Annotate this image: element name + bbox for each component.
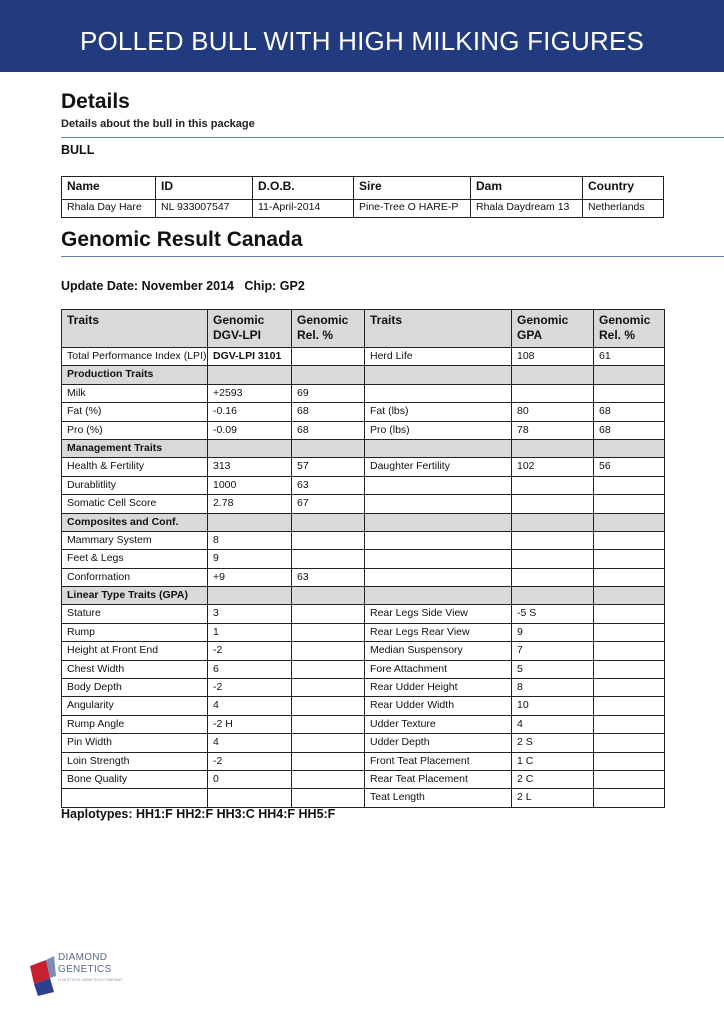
logo-text: DIAMOND (58, 952, 108, 963)
table-cell: 108 (512, 348, 594, 366)
table-row (62, 734, 665, 752)
table-row (62, 789, 665, 807)
table-cell (292, 513, 365, 531)
table-cell: 3 (208, 605, 292, 623)
table-cell (594, 531, 665, 549)
table-cell (365, 439, 512, 457)
table-cell: Rear Legs Side View (365, 605, 512, 623)
table-cell (594, 752, 665, 770)
bull-label: BULL (61, 143, 95, 157)
table-cell: +9 (208, 568, 292, 586)
table-cell: 63 (292, 476, 365, 494)
table-cell: 6 (208, 660, 292, 678)
table-row (62, 660, 665, 678)
table-cell (208, 366, 292, 384)
table-cell (594, 476, 665, 494)
table-cell: 68 (292, 403, 365, 421)
table-row (62, 531, 665, 549)
table-cell: Feet & Legs (62, 550, 208, 568)
table-cell: Front Teat Placement (365, 752, 512, 770)
table-cell (594, 513, 665, 531)
table-cell: Health & Fertility (62, 458, 208, 476)
table-cell: 0 (208, 770, 292, 788)
column-header: Dam (471, 177, 583, 200)
table-row (62, 605, 665, 623)
table-cell (594, 366, 665, 384)
table-cell (594, 384, 665, 402)
table-cell: 67 (292, 495, 365, 513)
table-cell (365, 476, 512, 494)
table-cell: Daughter Fertility (365, 458, 512, 476)
table-cell: 68 (594, 403, 665, 421)
table-cell (292, 366, 365, 384)
table-cell: Body Depth (62, 679, 208, 697)
table-cell: Total Performance Index (LPI) (62, 348, 208, 366)
table-cell: +2593 (208, 384, 292, 402)
table-cell (594, 587, 665, 605)
table-cell: 102 (512, 458, 594, 476)
table-row (62, 403, 665, 421)
table-cell (594, 660, 665, 678)
table-cell: Rump Angle (62, 715, 208, 733)
column-header-gpa: Genomic GPA (512, 310, 594, 348)
table-header-row (62, 310, 665, 348)
table-cell: Fore Attachment (365, 660, 512, 678)
title-banner (0, 0, 724, 72)
table-cell: 4 (208, 734, 292, 752)
table-cell (292, 789, 365, 807)
genomic-heading: Genomic Result Canada (61, 228, 303, 251)
table-row (62, 200, 664, 218)
table-row (62, 421, 665, 439)
table-cell: 80 (512, 403, 594, 421)
column-header-dgv: Genomic DGV-LPI (208, 310, 292, 348)
table-cell: Rump (62, 623, 208, 641)
table-cell: 313 (208, 458, 292, 476)
page-title: POLLED BULL WITH HIGH MILKING FIGURES (79, 26, 645, 56)
table-cell: 61 (594, 348, 665, 366)
table-cell: 57 (292, 458, 365, 476)
table-cell (292, 605, 365, 623)
table-cell (292, 531, 365, 549)
table-cell: Teat Length (365, 789, 512, 807)
genomic-table-body (62, 348, 665, 808)
table-cell (365, 495, 512, 513)
table-cell (594, 770, 665, 788)
table-cell: Median Suspensory (365, 642, 512, 660)
table-row (62, 476, 665, 494)
column-header: Name (62, 177, 156, 200)
table-cell: Somatic Cell Score (62, 495, 208, 513)
table-cell (512, 550, 594, 568)
table-cell (292, 715, 365, 733)
table-cell: 2.78 (208, 495, 292, 513)
table-row (62, 348, 665, 366)
table-cell (208, 587, 292, 605)
table-cell: 68 (594, 421, 665, 439)
table-cell: 4 (512, 715, 594, 733)
table-row (62, 642, 665, 660)
table-cell: Conformation (62, 568, 208, 586)
details-subheading: Details about the bull in this package (61, 118, 255, 130)
table-cell: -2 (208, 752, 292, 770)
column-header-rel-2: Genomic Rel. % (594, 310, 665, 348)
table-cell (365, 587, 512, 605)
table-cell: Udder Texture (365, 715, 512, 733)
table-cell (208, 513, 292, 531)
table-cell (594, 679, 665, 697)
table-cell (512, 384, 594, 402)
table-row (62, 568, 665, 586)
table-cell (594, 642, 665, 660)
table-cell (594, 697, 665, 715)
table-cell (365, 568, 512, 586)
table-cell: -2 H (208, 715, 292, 733)
table-cell (62, 789, 208, 807)
table-cell (292, 587, 365, 605)
table-cell: -2 (208, 642, 292, 660)
table-row (62, 623, 665, 641)
table-cell: 69 (292, 384, 365, 402)
table-cell: Fat (lbs) (365, 403, 512, 421)
table-cell (365, 513, 512, 531)
table-cell (292, 734, 365, 752)
table-cell: 5 (512, 660, 594, 678)
table-cell (512, 587, 594, 605)
table-cell (208, 789, 292, 807)
section-row (62, 587, 665, 605)
table-cell: 11-April-2014 (253, 200, 354, 218)
table-cell: 9 (208, 550, 292, 568)
table-cell: DGV-LPI 3101 (208, 348, 292, 366)
table-cell (365, 550, 512, 568)
table-cell (594, 789, 665, 807)
table-cell: 1000 (208, 476, 292, 494)
column-header: Country (583, 177, 664, 200)
table-cell (292, 348, 365, 366)
table-row (62, 752, 665, 770)
table-cell: Linear Type Traits (GPA) (62, 587, 208, 605)
table-cell (512, 476, 594, 494)
table-cell: Herd Life (365, 348, 512, 366)
table-cell (292, 660, 365, 678)
table-cell: Milk (62, 384, 208, 402)
table-cell (594, 495, 665, 513)
table-cell: -0.09 (208, 421, 292, 439)
table-cell (292, 550, 365, 568)
table-cell: -2 (208, 679, 292, 697)
table-cell: Height at Front End (62, 642, 208, 660)
update-date: Update Date: November 2014 Chip: GP2 (61, 279, 305, 293)
table-cell: Rhala Daydream 13 (471, 200, 583, 218)
section-row (62, 439, 665, 457)
table-cell: Udder Depth (365, 734, 512, 752)
table-cell: 10 (512, 697, 594, 715)
table-header-row (62, 177, 664, 200)
table-cell (365, 366, 512, 384)
table-cell: 9 (512, 623, 594, 641)
column-header: D.O.B. (253, 177, 354, 200)
table-cell: Fat (%) (62, 403, 208, 421)
divider (61, 137, 724, 138)
table-cell: 63 (292, 568, 365, 586)
table-cell: 2 S (512, 734, 594, 752)
table-cell: 8 (512, 679, 594, 697)
table-cell (365, 531, 512, 549)
table-cell: Management Traits (62, 439, 208, 457)
table-cell: -0.16 (208, 403, 292, 421)
table-cell: Chest Width (62, 660, 208, 678)
table-cell: 1 C (512, 752, 594, 770)
table-cell (292, 439, 365, 457)
table-cell: 68 (292, 421, 365, 439)
table-cell: 78 (512, 421, 594, 439)
table-row (62, 679, 665, 697)
table-cell: 2 C (512, 770, 594, 788)
table-cell: 56 (594, 458, 665, 476)
table-cell (365, 384, 512, 402)
table-cell: -5 S (512, 605, 594, 623)
table-cell (512, 439, 594, 457)
table-row (62, 458, 665, 476)
table-cell: Rhala Day Hare (62, 200, 156, 218)
table-cell (594, 715, 665, 733)
table-cell: Loin Strength (62, 752, 208, 770)
table-row (62, 770, 665, 788)
table-cell (594, 550, 665, 568)
table-cell (512, 495, 594, 513)
table-cell: Production Traits (62, 366, 208, 384)
table-cell (512, 568, 594, 586)
table-cell: 4 (208, 697, 292, 715)
section-row (62, 366, 665, 384)
table-cell (594, 734, 665, 752)
table-cell (292, 770, 365, 788)
table-cell: Stature (62, 605, 208, 623)
table-cell: Rear Teat Placement (365, 770, 512, 788)
table-cell: 7 (512, 642, 594, 660)
column-header-traits-2: Traits (365, 310, 512, 348)
table-cell: NL 933007547 (156, 200, 253, 218)
logo-text: GENETICS (58, 964, 112, 975)
table-cell: Rear Legs Rear View (365, 623, 512, 641)
table-cell (512, 513, 594, 531)
table-cell: 1 (208, 623, 292, 641)
details-heading: Details (61, 90, 130, 113)
table-cell: 8 (208, 531, 292, 549)
table-cell: Netherlands (583, 200, 664, 218)
table-cell: Pine-Tree O HARE-P (354, 200, 471, 218)
table-cell: Mammary System (62, 531, 208, 549)
table-cell (292, 752, 365, 770)
column-header: ID (156, 177, 253, 200)
table-row (62, 715, 665, 733)
table-cell (208, 439, 292, 457)
table-cell: Rear Udder Width (365, 697, 512, 715)
table-cell (292, 679, 365, 697)
column-header: Sire (354, 177, 471, 200)
table-row (62, 550, 665, 568)
table-cell: Pro (%) (62, 421, 208, 439)
table-row (62, 697, 665, 715)
table-cell: Composites and Conf. (62, 513, 208, 531)
table-cell (292, 623, 365, 641)
haplotypes: Haplotypes: HH1:F HH2:F HH3:C HH4:F HH5:F (61, 807, 336, 821)
bull-table (61, 176, 664, 218)
section-row (62, 513, 665, 531)
divider (61, 256, 724, 257)
table-cell (594, 623, 665, 641)
table-cell (512, 366, 594, 384)
table-cell (512, 531, 594, 549)
table-cell: Pro (lbs) (365, 421, 512, 439)
table-cell (594, 568, 665, 586)
table-cell: Rear Udder Height (365, 679, 512, 697)
table-cell: Bone Quality (62, 770, 208, 788)
genomic-table (61, 309, 665, 808)
table-cell: 2 L (512, 789, 594, 807)
table-row (62, 495, 665, 513)
table-cell: Pin Width (62, 734, 208, 752)
logo-tagline: LIVESTOCK GENETICS COMPANY (58, 977, 123, 982)
column-header-traits: Traits (62, 310, 208, 348)
table-row (62, 384, 665, 402)
table-cell (594, 605, 665, 623)
table-cell (292, 642, 365, 660)
table-cell: Angularity (62, 697, 208, 715)
table-cell: Durablitlity (62, 476, 208, 494)
column-header-rel: Genomic Rel. % (292, 310, 365, 348)
table-cell (594, 439, 665, 457)
table-cell (292, 697, 365, 715)
